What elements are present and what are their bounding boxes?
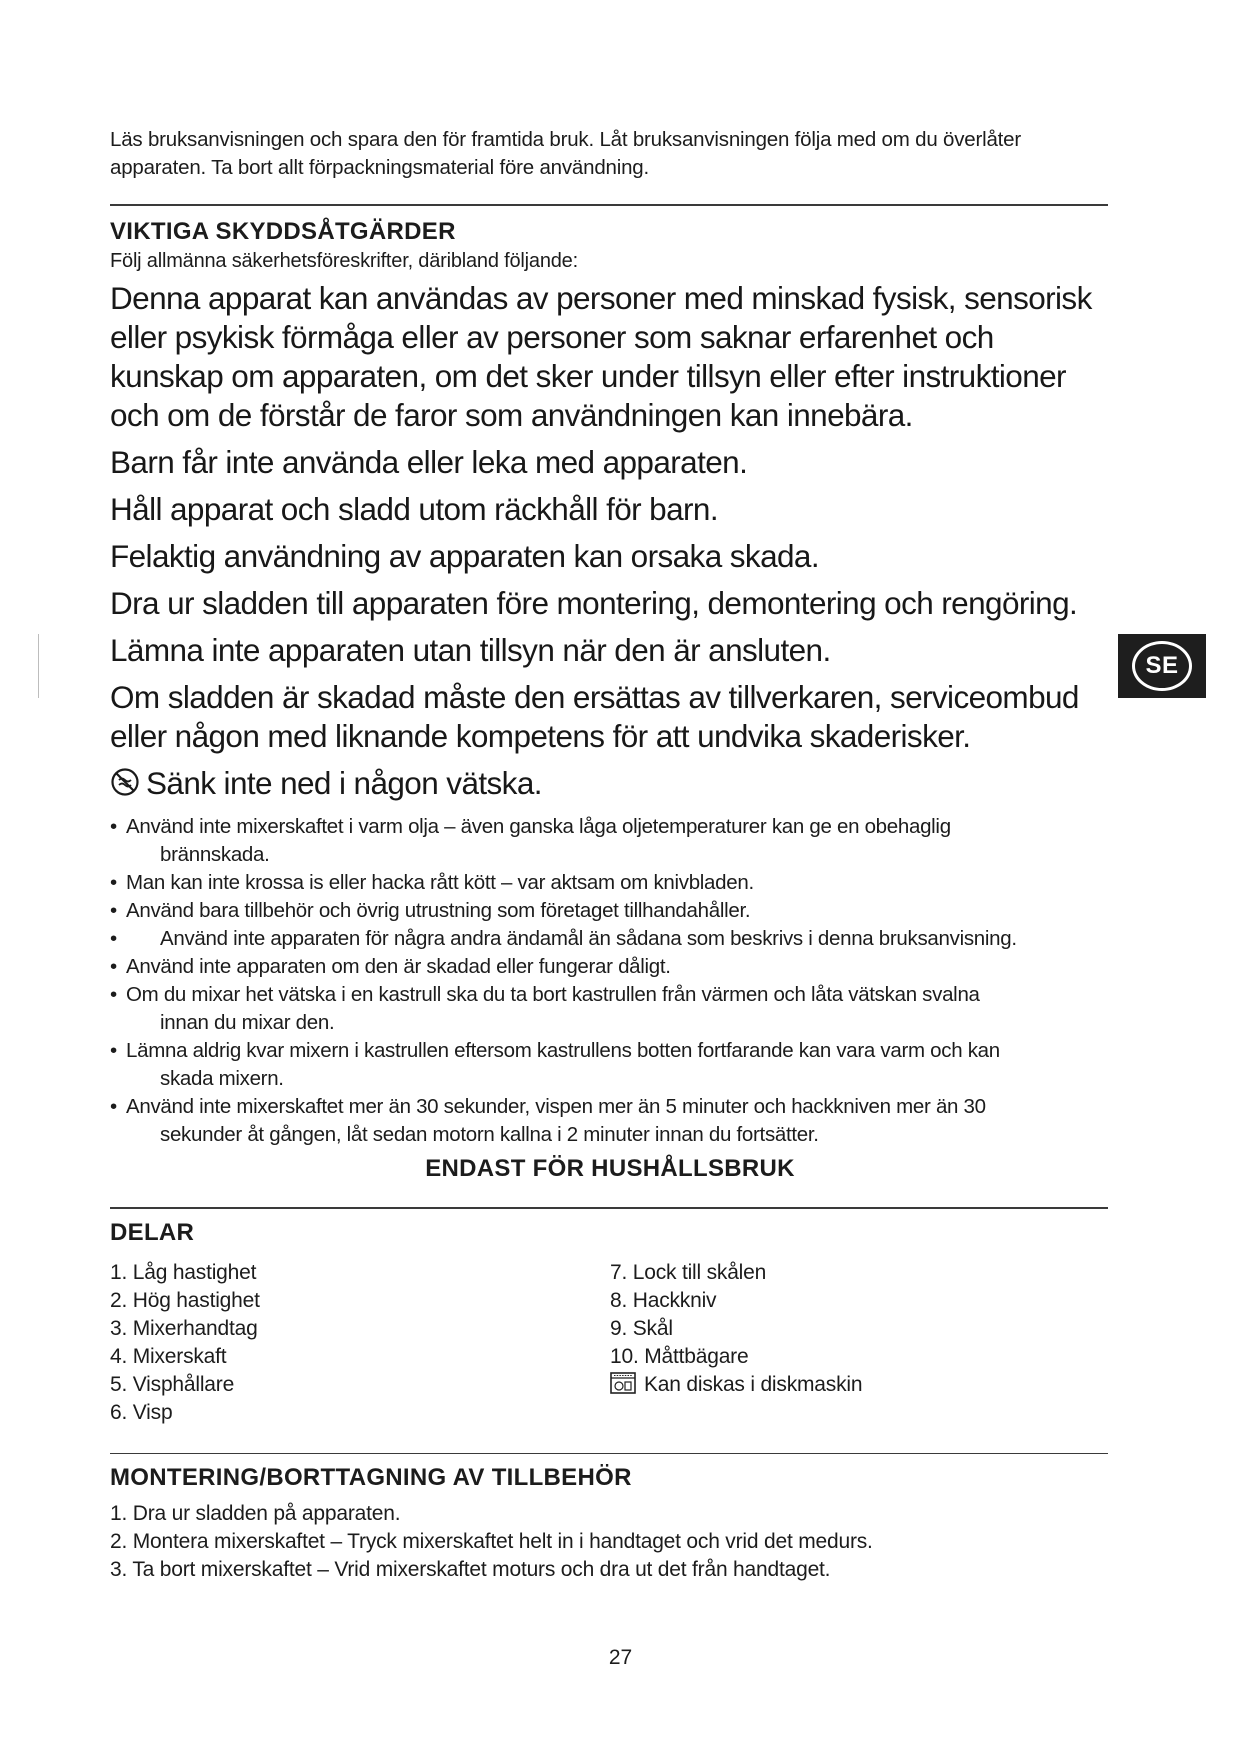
- assembly-steps: [110, 1500, 1110, 1584]
- part-item: 8. Hackkniv: [610, 1289, 717, 1312]
- bullet-text: Lämna aldrig kvar mixern i kastrullen eftersom kastrullens botten fortfarande kan vara varm och kan: [126, 1039, 1000, 1062]
- safety-warning-item: Denna apparat kan användas av personer med minskad fysisk, sensorisk eller psykisk förmåga eller av personer som saknar erfarenhet och kunskap om apparaten, om det sker under tillsyn eller efter instruktioner och om de förstår de faror som användningen kan innebära.: [110, 280, 1092, 433]
- household-only-note: ENDAST FÖR HUSHÅLLSBRUK: [425, 1155, 795, 1182]
- safety-warnings: [110, 279, 1110, 756]
- part-item: 6. Visp: [110, 1401, 173, 1424]
- part-item: 5. Visphållare: [110, 1373, 235, 1396]
- assembly-step: 3. Ta bort mixerskaftet – Vrid mixerskaftet moturs och dra ut det från handtaget.: [110, 1558, 831, 1581]
- bullet-dot: •: [110, 1039, 117, 1062]
- parts-title: DELAR: [110, 1219, 195, 1246]
- bullet-continuation: innan du mixar den.: [160, 1011, 335, 1034]
- bullet-continuation: sekunder åt gången, låt sedan motorn kallna i 2 minuter innan du fortsätter.: [160, 1123, 819, 1146]
- document-page: [110, 126, 1110, 1584]
- bullet-text: Använd inte mixerskaftet mer än 30 sekunder, vispen mer än 5 minuter och hackkniven mer än 30: [126, 1095, 986, 1118]
- parts-right-column: [610, 1259, 1110, 1427]
- section-divider: [110, 1453, 1108, 1454]
- page-number: 27: [608, 1646, 633, 1669]
- safety-bullet-item: [110, 925, 1110, 953]
- part-item: 10. Måttbägare: [610, 1345, 749, 1368]
- section-divider: [110, 1207, 1108, 1209]
- parts-list: [110, 1259, 1110, 1427]
- no-immerse-icon: [110, 767, 140, 797]
- bullet-text: Använd bara tillbehör och övrig utrustning som företaget tillhandahåller.: [126, 899, 751, 922]
- part-item: 4. Mixerskaft: [110, 1345, 227, 1368]
- bullet-text: Använd inte mixerskaftet i varm olja – även ganska låga oljetemperaturer kan ge en obehaglig: [126, 815, 951, 838]
- bullet-text: Man kan inte krossa is eller hacka rått kött – var aktsam om knivbladen.: [126, 871, 754, 894]
- language-badge-label: SE: [1132, 641, 1192, 691]
- language-badge: [1118, 634, 1206, 698]
- bullet-text: Om du mixar het vätska i en kastrull ska du ta bort kastrullen från värmen och låta vätskan svalna: [126, 983, 980, 1006]
- safety-bullet-item: [110, 813, 1110, 869]
- bullet-continuation: skada mixern.: [160, 1067, 284, 1090]
- section-divider: [110, 204, 1108, 206]
- parts-left-column: [110, 1259, 610, 1427]
- part-item: 3. Mixerhandtag: [110, 1317, 258, 1340]
- part-item: 9. Skål: [610, 1317, 673, 1340]
- bullet-dot: •: [110, 983, 117, 1006]
- safety-title: VIKTIGA SKYDDSÅTGÄRDER: [110, 218, 456, 245]
- no-immerse-warning: [110, 764, 1110, 803]
- safety-warning-item: Om sladden är skadad måste den ersättas av tillverkaren, serviceombud eller någon med liknande kompetens för att undvika skaderisker.: [110, 679, 1079, 754]
- margin-mark: [38, 634, 39, 698]
- bullet-text: Använd inte apparaten om den är skadad eller fungerar dåligt.: [126, 955, 671, 978]
- bullet-dot: •: [110, 815, 117, 838]
- safety-warning-item: Barn får inte använda eller leka med apparaten.: [110, 444, 748, 480]
- bullet-dot: •: [110, 955, 117, 978]
- bullet-dot: •: [110, 899, 117, 922]
- assembly-step: 1. Dra ur sladden på apparaten.: [110, 1502, 401, 1525]
- safety-warning-item: Håll apparat och sladd utom räckhåll för barn.: [110, 491, 718, 527]
- no-immerse-text: Sänk inte ned i någon vätska.: [146, 765, 542, 801]
- assembly-title: MONTERING/BORTTAGNING AV TILLBEHÖR: [110, 1464, 632, 1491]
- safety-bullet-item: [110, 981, 1110, 1037]
- safety-bullet-item: [110, 1037, 1110, 1093]
- safety-warning-item: Dra ur sladden till apparaten före montering, demontering och rengöring.: [110, 585, 1078, 621]
- intro-text: Läs bruksanvisningen och spara den för framtida bruk. Låt bruksanvisningen följa med om du överlåter apparaten. Ta bort allt förpackningsmaterial före användning.: [110, 128, 1021, 179]
- bullet-dot: •: [110, 927, 117, 950]
- safety-bullet-item: [110, 1093, 1110, 1149]
- dishwasher-icon: [610, 1372, 636, 1394]
- part-item: 2. Hög hastighet: [110, 1289, 260, 1312]
- safety-bullet-item: [110, 869, 1110, 897]
- part-item: 7. Lock till skålen: [610, 1261, 767, 1284]
- part-item: 1. Låg hastighet: [110, 1261, 257, 1284]
- safety-warning-item: Lämna inte apparaten utan tillsyn när den är ansluten.: [110, 632, 831, 668]
- safety-bullets: [110, 813, 1110, 1149]
- bullet-text: Använd inte apparaten för några andra ändamål än sådana som beskrivs i denna bruksanvisning.: [160, 927, 1017, 950]
- bullet-dot: •: [110, 1095, 117, 1118]
- dishwasher-note: [610, 1371, 1110, 1399]
- dishwasher-text: Kan diskas i diskmaskin: [644, 1373, 863, 1396]
- safety-warning-item: Felaktig användning av apparaten kan orsaka skada.: [110, 538, 819, 574]
- bullet-continuation: brännskada.: [160, 843, 270, 866]
- safety-bullet-item: [110, 897, 1110, 925]
- bullet-dot: •: [110, 871, 117, 894]
- assembly-step: 2. Montera mixerskaftet – Tryck mixerskaftet helt in i handtaget och vrid det medurs.: [110, 1530, 873, 1553]
- safety-subtitle: Följ allmänna säkerhetsföreskrifter, däribland följande:: [110, 250, 578, 272]
- safety-bullet-item: [110, 953, 1110, 981]
